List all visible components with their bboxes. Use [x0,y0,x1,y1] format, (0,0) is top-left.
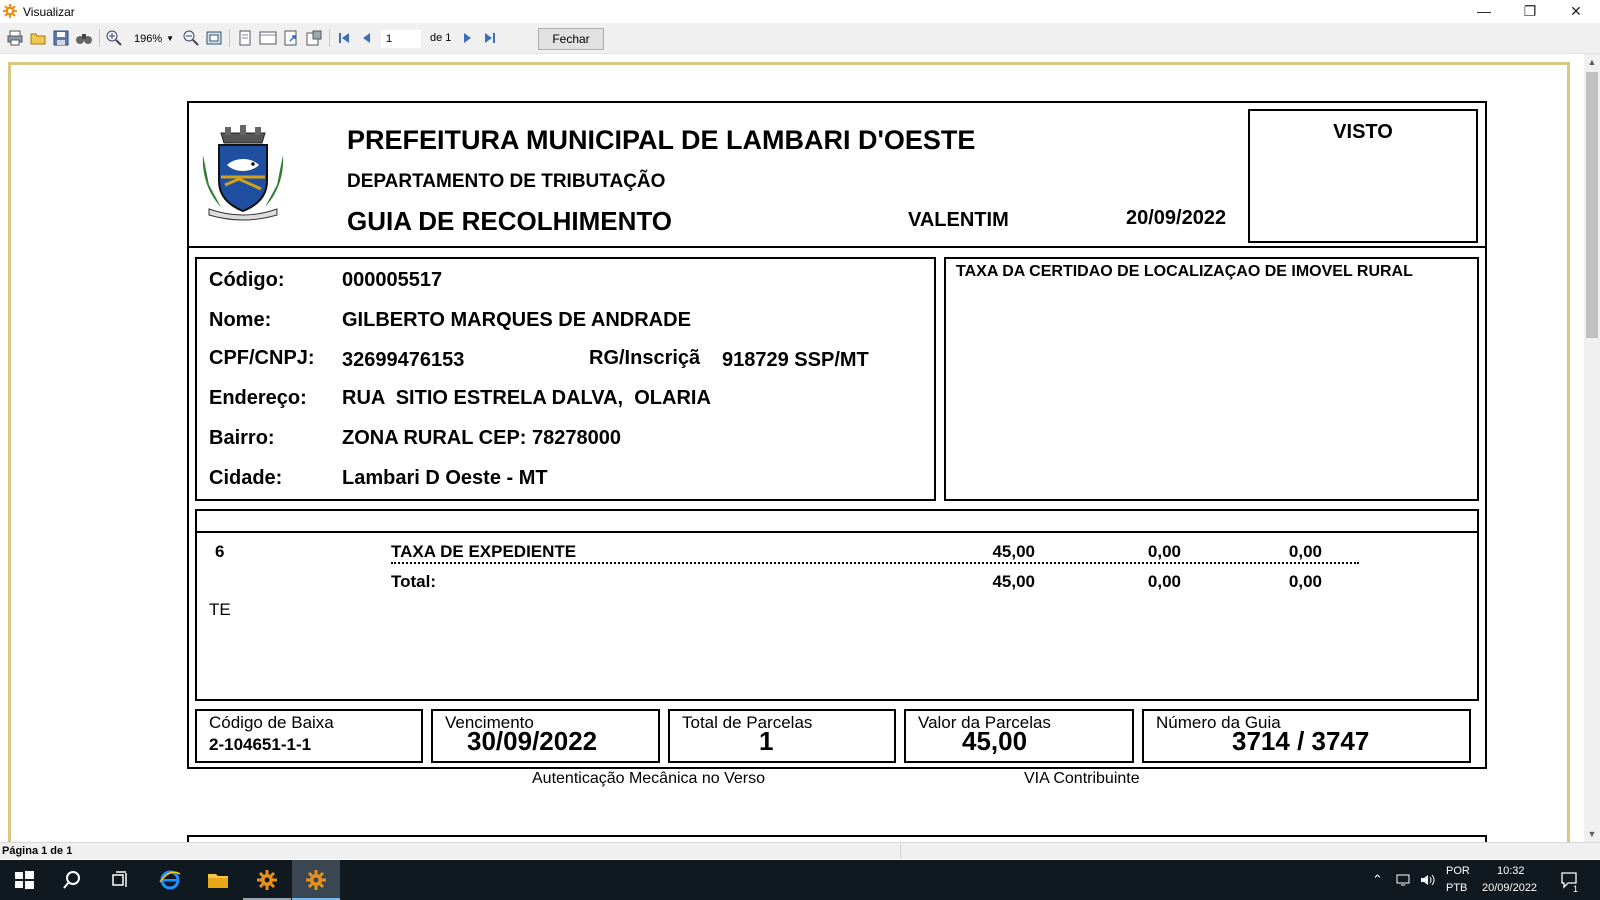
endereco-label: Endereço: [209,387,307,409]
item-code: 6 [215,542,225,561]
copy-type-note: VIA Contribuinte [1024,770,1140,787]
cidade-label: Cidade: [209,467,283,489]
issuer-name: VALENTIM [908,209,1009,231]
volume-icon[interactable] [1419,873,1435,887]
toolbar-separator [329,29,330,47]
nome-value: GILBERTO MARQUES DE ANDRADE [342,309,691,331]
municipality-title: PREFEITURA MUNICIPAL DE LAMBARI D'OESTE [347,125,976,155]
notification-count: 1 [1573,884,1579,894]
codigo-row [209,269,443,292]
cpf-label: CPF/CNPJ: [209,347,315,369]
item-value-1: 45,00 [992,542,1035,561]
report-toolbar [0,23,1600,54]
restore-icon[interactable]: ❐ [1523,3,1537,19]
total-parcelas-box [668,709,896,763]
valor-parcelas-box [904,709,1134,763]
valor-parcelas-label: Valor da Parcelas [918,713,1051,732]
taxpayer-info-box [195,257,936,501]
find-binoculars-icon[interactable] [75,29,93,47]
issue-date: 20/09/2022 [1126,207,1227,229]
previous-page-icon[interactable] [358,29,376,47]
scroll-down-icon[interactable]: ▼ [1587,829,1597,839]
te-label: TE [209,600,231,619]
codigo-label: Código: [209,269,285,291]
bairro-value: ZONA RURAL CEP: 78278000 [342,427,621,449]
numero-guia-value: 3714 / 3747 [1232,726,1370,756]
endereco-row [209,387,711,410]
document-type-title: GUIA DE RECOLHIMENTO [347,206,673,236]
chevron-down-icon: ▼ [166,34,174,43]
save-icon[interactable] [52,29,70,47]
window-titlebar [0,0,1600,23]
export-icon[interactable] [282,29,300,47]
codigo-baixa-value: 2-104651-1-1 [209,735,312,754]
app-gear-taskbar-icon-active[interactable] [292,860,340,900]
file-explorer-icon[interactable] [194,860,242,900]
codigo-baixa-box [195,709,423,763]
document-header [189,103,1485,248]
rg-value: 918729 SSP/MT [722,349,869,371]
codigo-value: 000005517 [342,269,443,291]
total-label: Total: [391,572,437,591]
toolbar-separator [99,29,100,47]
language-top[interactable]: POR [1446,865,1470,877]
zoom-value: 196% [134,33,163,45]
print-icon[interactable] [6,29,24,47]
nome-row [209,309,691,332]
next-page-icon[interactable] [458,29,476,47]
bairro-label: Bairro: [209,427,275,449]
item-dotted-leader [391,562,1359,564]
task-view-icon[interactable] [96,860,144,900]
toolbar-separator [229,29,230,47]
zoom-out-icon[interactable] [182,29,200,47]
mechanical-authentication-note: Autenticação Mecânica no Verso [532,770,766,787]
clock-date[interactable]: 20/09/2022 [1482,882,1538,894]
vencimento-value: 30/09/2022 [467,726,598,756]
cpf-row [209,347,465,371]
item-value-2: 0,00 [1147,542,1181,561]
search-icon[interactable] [48,860,96,900]
total-parcelas-label: Total de Parcelas [682,713,813,732]
zoom-in-icon[interactable] [105,29,123,47]
status-separator [900,845,901,858]
first-page-icon[interactable] [335,29,353,47]
page-width-icon[interactable] [259,29,277,47]
numero-guia-box [1142,709,1471,763]
bairro-row [209,427,621,450]
visto-box [1248,109,1478,243]
guia-document [187,101,1487,769]
windows-taskbar [0,860,1600,900]
close-preview-button[interactable]: Fechar [538,28,604,50]
single-page-icon[interactable] [236,29,254,47]
next-copy-top-border [187,835,1487,842]
total-parcelas-value: 1 [759,726,774,756]
visto-label: VISTO [1333,121,1393,143]
app-gear-icon [3,4,17,18]
item-description: TAXA DE EXPEDIENTE [391,542,577,561]
numero-guia-label: Número da Guia [1156,713,1281,732]
scrollbar-thumb[interactable] [1586,72,1598,338]
zoom-select[interactable] [130,30,176,48]
vertical-scrollbar[interactable] [1584,54,1600,842]
page-number-input[interactable]: 1 [381,30,421,48]
page-status-text: Página 1 de 1 [2,845,73,857]
language-bottom[interactable]: PTB [1446,882,1468,894]
clock-time[interactable]: 10:32 [1497,865,1525,877]
page-of-label: de 1 [430,32,452,44]
items-box [195,509,1479,701]
endereco-value: RUA SITIO ESTRELA DALVA, OLARIA [342,387,711,409]
total-value-1: 45,00 [992,572,1035,591]
items-header [197,511,1477,533]
fit-page-icon[interactable] [205,29,223,47]
open-folder-icon[interactable] [29,29,47,47]
nome-label: Nome: [209,309,272,331]
status-bar [0,842,1600,859]
vencimento-box [431,709,660,763]
last-page-icon[interactable] [481,29,499,47]
rg-label: RG/Inscriçã [589,347,701,369]
department-title: DEPARTAMENTO DE TRIBUTAÇÃO [347,171,666,192]
total-value-3: 0,00 [1288,572,1322,591]
item-value-3: 0,00 [1288,542,1322,561]
vencimento-label: Vencimento [445,713,534,732]
tax-description-box [944,257,1479,501]
total-value-2: 0,00 [1147,572,1181,591]
close-icon[interactable]: ✕ [1570,3,1582,19]
tray-chevron-up-icon[interactable]: ⌃ [1372,872,1383,887]
cpf-value: 32699476153 [342,349,465,371]
internet-explorer-icon[interactable] [146,860,194,900]
cidade-value: Lambari D Oeste - MT [342,467,548,489]
network-icon[interactable] [1396,873,1412,887]
scroll-up-icon[interactable]: ▲ [1587,57,1597,67]
report-preview-area[interactable] [0,54,1584,842]
valor-parcelas-value: 45,00 [962,726,1028,756]
municipal-crest-icon [197,125,289,221]
codigo-baixa-label: Código de Baixa [209,713,334,732]
tax-description-title: TAXA DA CERTIDAO DE LOCALIZAÇAO DE IMOVEL RURAL [956,263,1413,280]
app-gear-taskbar-icon[interactable] [243,860,291,900]
window-title: Visualizar [23,5,75,19]
page-setup-icon[interactable] [305,29,323,47]
minimize-icon[interactable]: — [1477,3,1491,19]
start-windows-icon[interactable] [0,860,48,900]
cidade-row [209,467,548,490]
